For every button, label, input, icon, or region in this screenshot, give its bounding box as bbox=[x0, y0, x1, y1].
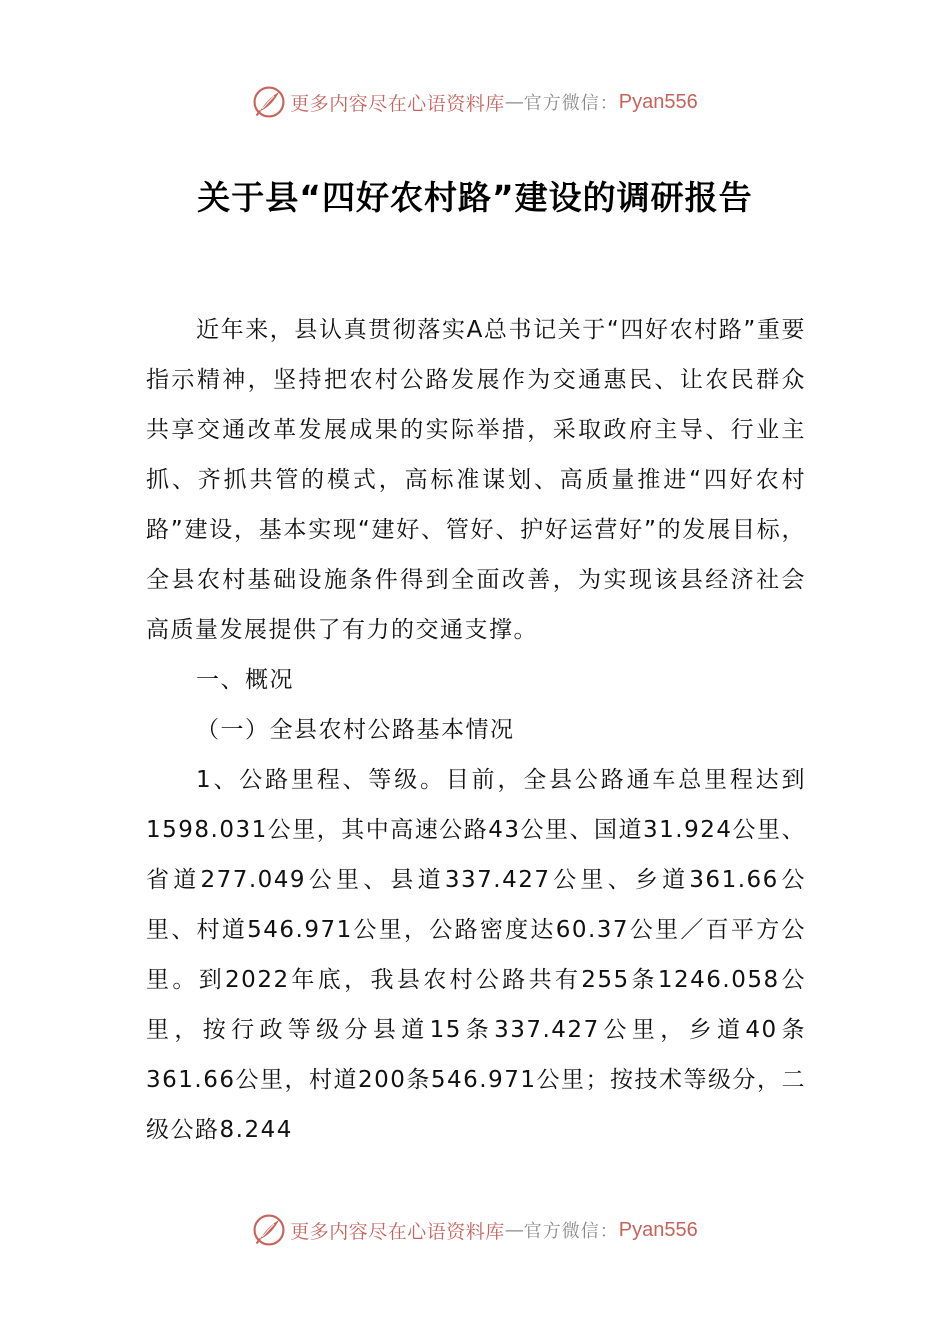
feather-pen-logo-icon bbox=[252, 1213, 286, 1247]
watermark-banner-bottom bbox=[0, 1212, 950, 1248]
watermark-separator: — bbox=[504, 1219, 524, 1241]
subsection-heading: （一）全县农村公路基本情况 bbox=[196, 717, 515, 743]
watermark-wechat-id: Pyan556 bbox=[618, 90, 698, 113]
document-title: 关于县“四好农村路”建设的调研报告 bbox=[197, 178, 753, 217]
watermark-separator: — bbox=[504, 91, 524, 113]
watermark-wechat-label: 官方微信： bbox=[523, 93, 619, 114]
watermark-text: 更多内容尽在心语资料库 bbox=[290, 1220, 505, 1243]
watermark-text: 更多内容尽在心语资料库 bbox=[290, 92, 505, 115]
document-body bbox=[146, 305, 806, 1155]
paragraph-road-mileage: 1、公路里程、等级。目前，全县公路通车总里程达到1598.031公里，其中高速公路43公里、国道31.924公里、省道277.049公里、县道337.427公里、乡道361.66公里、村道546.971公里，公路密度达60.37公里／百平方公里。到2022年底，我县农村公路共有255条1246.058公里，按行政等级分县道15条337.427公里，乡道40条361.66公里，村道200条546.971公里；按技术等级分，二级公路8.244 bbox=[146, 767, 806, 1143]
watermark-wechat-id: Pyan556 bbox=[618, 1218, 698, 1241]
watermark-wechat-label: 官方微信： bbox=[523, 1221, 619, 1242]
watermark-banner-top bbox=[0, 84, 950, 120]
paragraph-intro: 近年来，县认真贯彻落实A总书记关于“四好农村路”重要指示精神，坚持把农村公路发展作为交通惠民、让农民群众共享交通改革发展成果的实际举措，采取政府主导、行业主抓、齐抓共管的模式，高标准谋划、高质量推进“四好农村路”建设，基本实现“建好、管好、护好运营好”的发展目标，全县农村基础设施条件得到全面改善，为实现该县经济社会高质量发展提供了有力的交通支撑。 bbox=[146, 317, 806, 643]
section-heading: 一、概况 bbox=[196, 667, 294, 693]
feather-pen-logo-icon bbox=[252, 85, 286, 119]
